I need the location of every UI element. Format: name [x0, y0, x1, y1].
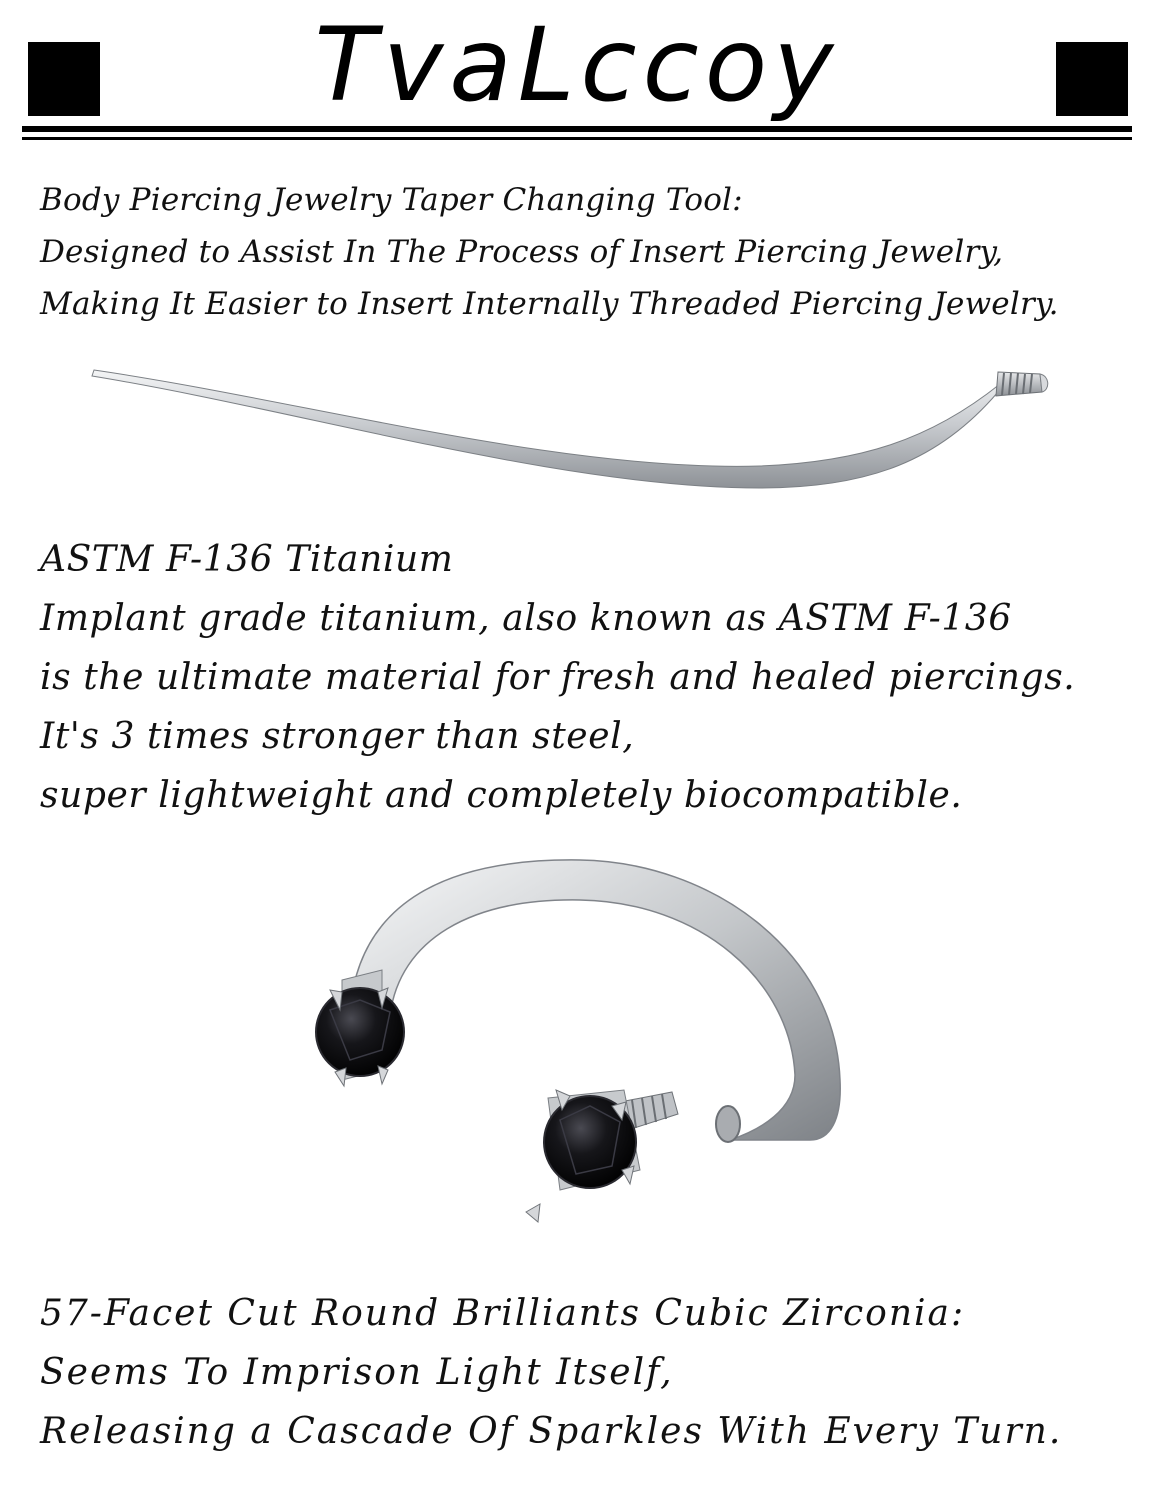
- titanium-description: [40, 530, 1075, 825]
- horseshoe-ring-image: [290, 840, 890, 1260]
- text-line: super lightweight and completely biocompatible.: [40, 775, 963, 816]
- zirconia-description: [40, 1284, 1062, 1461]
- text-line: It's 3 times stronger than steel,: [40, 716, 635, 757]
- right-square-decoration: [1056, 42, 1128, 116]
- text-line: Body Piercing Jewelry Taper Changing Tool:: [40, 182, 743, 218]
- text-line: is the ultimate material for fresh and healed piercings.: [40, 657, 1076, 698]
- text-line: ASTM F-136 Titanium: [40, 539, 454, 580]
- taper-tool-description: [40, 174, 1059, 330]
- text-line: Designed to Assist In The Process of Insert Piercing Jewelry,: [40, 234, 1004, 270]
- text-line: 57-Facet Cut Round Brilliants Cubic Zirconia:: [40, 1293, 966, 1334]
- text-line: Seems To Imprison Light Itself,: [40, 1352, 674, 1393]
- text-line: Implant grade titanium, also known as ASTM F-136: [40, 598, 1012, 639]
- text-line: Releasing a Cascade Of Sparkles With Every Turn.: [40, 1411, 1063, 1452]
- text-line: Making It Easier to Insert Internally Threaded Piercing Jewelry.: [40, 286, 1059, 322]
- brand-title: TvaLccoy: [314, 6, 840, 125]
- header-rule-thin: [22, 137, 1132, 140]
- header-rule-thick: [22, 126, 1132, 132]
- taper-tool-image: [0, 340, 1154, 540]
- left-square-decoration: [28, 42, 100, 116]
